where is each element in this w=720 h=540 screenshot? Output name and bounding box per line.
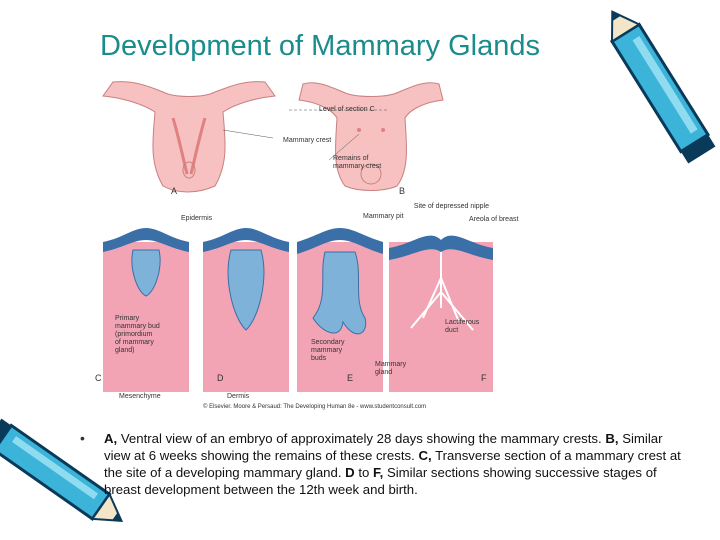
- caption-text-a: Ventral view of an embryo of approximately 28 days showing the mammary crests.: [117, 431, 606, 446]
- mammary-development-figure: [93, 78, 519, 412]
- label-mammary-pit: Mammary pit: [363, 213, 404, 220]
- label-mesenchyme: Mesenchyme: [119, 393, 161, 400]
- label-areola: Areola of breast: [469, 216, 519, 223]
- pencil-decoration-bottom-icon: [0, 415, 118, 540]
- section-c-illustration: [103, 228, 189, 392]
- label-dermis: Dermis: [227, 393, 250, 400]
- label-secondary-1: Secondary: [311, 339, 345, 346]
- label-epidermis: Epidermis: [181, 215, 213, 222]
- panel-label-e: E: [347, 373, 354, 383]
- label-lactiferous-2: duct: [445, 327, 459, 334]
- label-level-of-section: Level of section C: [319, 106, 375, 113]
- panel-label-f: F: [481, 373, 487, 383]
- label-primary-bud-5: gland): [115, 347, 135, 354]
- caption-key-b: B,: [605, 431, 619, 446]
- caption-key-a: A,: [104, 431, 118, 446]
- figure-credit: © Elsevier. Moore & Persaud: The Developing Human 8e - www.studentconsult.com: [203, 404, 427, 410]
- panel-label-b: B: [399, 186, 406, 196]
- label-lactiferous-1: Lactiferous: [445, 319, 480, 326]
- panel-label-c: C: [95, 373, 102, 383]
- label-site-depressed-nipple: Site of depressed nipple: [413, 203, 489, 210]
- label-mammary-crest: Mammary crest: [283, 137, 332, 144]
- caption-key-c: C,: [418, 448, 432, 463]
- caption-text-b: Similar view at 6 weeks showing the remains of these crests.: [104, 431, 663, 463]
- caption-to: to: [354, 465, 374, 480]
- figure-caption: [104, 430, 689, 498]
- caption-text-f: Similar sections showing successive stages of breast development between the 12th week and birth.: [104, 465, 657, 497]
- label-remains-1: Remains of: [333, 155, 369, 162]
- embryo-a-illustration: [103, 82, 275, 192]
- section-f-illustration: [389, 236, 493, 392]
- label-secondary-3: buds: [311, 355, 327, 362]
- label-primary-bud-4: of mammary: [115, 339, 154, 346]
- caption-bullet: •: [80, 430, 85, 446]
- label-remains-2: mammary crest: [333, 163, 382, 170]
- label-secondary-2: mammary: [311, 347, 343, 354]
- label-primary-bud-1: Primary: [115, 315, 140, 322]
- panel-label-d: D: [217, 373, 224, 383]
- panel-label-a: A: [171, 186, 178, 196]
- caption-key-f: F,: [373, 465, 384, 480]
- label-primary-bud-3: (primordium: [115, 331, 153, 338]
- slide-title: Development of Mammary Glands: [100, 30, 540, 62]
- caption-key-d: D: [345, 465, 355, 480]
- section-d-illustration: [203, 228, 289, 392]
- caption-text-c: Transverse section of a mammary crest at the site of a developing mammary gland.: [104, 448, 681, 480]
- section-e-illustration: [297, 228, 383, 392]
- label-mammary-gland-1: Mammary: [375, 361, 407, 368]
- label-primary-bud-2: mammary bud: [115, 323, 160, 330]
- pencil-decoration-top-icon: [600, 0, 720, 175]
- label-mammary-gland-2: gland: [375, 369, 393, 376]
